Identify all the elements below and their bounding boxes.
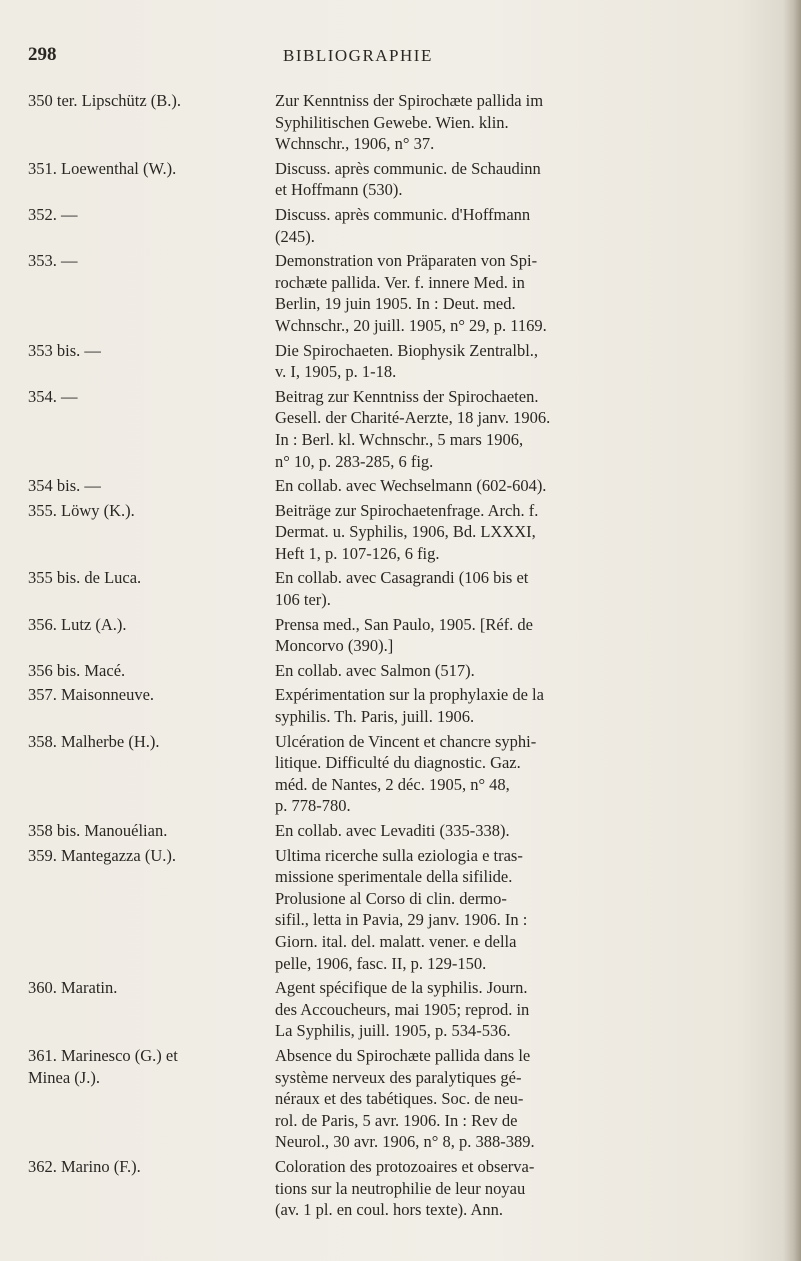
bibliography-entry — [28, 500, 760, 565]
reference-line: et Hoffmann (530). — [275, 180, 403, 200]
entry-author: 362. Marino (F.). — [28, 1156, 141, 1176]
entry-author: 352. — — [28, 204, 78, 224]
reference-line: méd. de Nantes, 2 déc. 1905, n° 48, — [275, 774, 510, 794]
reference-line: (av. 1 pl. en coul. hors texte). Ann. — [275, 1200, 504, 1220]
entry-reference — [275, 1156, 760, 1221]
entry-author: 356. Lutz (A.). — [28, 614, 127, 634]
entry-reference — [275, 500, 760, 565]
bibliography-entry — [28, 1045, 760, 1153]
reference-line: (245). — [275, 226, 315, 246]
reference-line: p. 778-780. — [275, 796, 351, 816]
bibliography-entry — [28, 614, 760, 657]
reference-line: tions sur la neutrophilie de leur noyau — [275, 1178, 526, 1198]
entry-reference — [275, 845, 760, 975]
reference-line: Demonstration von Präparaten von Spi- — [275, 251, 538, 271]
entry-reference — [275, 567, 760, 610]
entry-reference — [275, 386, 760, 472]
entry-author: 354. — — [28, 386, 78, 406]
reference-line: Gesell. der Charité-Aerzte, 18 janv. 1906. — [275, 408, 551, 428]
entry-reference — [275, 340, 760, 383]
reference-line: En collab. avec Levaditi (335-338). — [275, 821, 510, 840]
reference-line: Prensa med., San Paulo, 1905. [Réf. de — [275, 614, 533, 634]
entry-reference — [275, 660, 760, 682]
entry-reference — [275, 820, 760, 842]
reference-line: Expérimentation sur la prophylaxie de la — [275, 685, 544, 705]
reference-line: Berlin, 19 juin 1905. In : Deut. med. — [275, 294, 516, 314]
reference-line: Prolusione al Corso di clin. dermo- — [275, 888, 507, 908]
reference-line: Giorn. ital. del. malatt. vener. e della — [275, 931, 517, 951]
bibliography-entry — [28, 820, 760, 842]
reference-line: sifil., letta in Pavia, 29 janv. 1906. In : — [275, 910, 528, 930]
bibliography-entry — [28, 250, 760, 336]
entry-reference — [275, 90, 760, 155]
bibliography-entry — [28, 90, 760, 155]
entry-author: 351. Loewenthal (W.). — [28, 158, 177, 178]
bibliography-entry — [28, 386, 760, 472]
entry-author: 358. Malherbe (H.). — [28, 731, 160, 751]
bibliography-entry — [28, 660, 760, 682]
entry-reference — [275, 204, 760, 247]
reference-line: La Syphilis, juill. 1905, p. 534-536. — [275, 1021, 511, 1041]
entry-author: 358 bis. Manouélian. — [28, 821, 168, 840]
entry-reference — [275, 250, 760, 336]
reference-line: Ultima ricerche sulla eziologia e tras- — [275, 845, 523, 865]
reference-line: Beiträge zur Spirochaetenfrage. Arch. f. — [275, 500, 539, 520]
entry-author: 353. — — [28, 251, 78, 271]
entry-reference — [275, 614, 760, 657]
bibliography-entry — [28, 340, 760, 383]
bibliography-entry — [28, 204, 760, 247]
reference-line: Dermat. u. Syphilis, 1906, Bd. LXXXI, — [275, 522, 536, 542]
entry-reference — [275, 475, 760, 497]
entry-author: 357. Maisonneuve. — [28, 685, 155, 705]
entry-author: 356 bis. Macé. — [28, 660, 126, 680]
entry-author: 350 ter. Lipschütz (B.). — [28, 91, 182, 110]
entry-author: 355. Löwy (K.). — [28, 500, 135, 520]
entry-author: 361. Marinesco (G.) et Minea (J.). — [28, 1045, 178, 1087]
entry-author: 359. Mantegazza (U.). — [28, 845, 176, 865]
reference-line: Discuss. après communic. d'Hoffmann — [275, 204, 531, 224]
reference-line: En collab. avec Casagrandi (106 bis et — [275, 568, 529, 588]
entry-reference — [275, 731, 760, 817]
reference-line: des Accoucheurs, mai 1905; reprod. in — [275, 999, 530, 1019]
reference-line: pelle, 1906, fasc. II, p. 129-150. — [275, 953, 487, 973]
reference-line: n° 10, p. 283-285, 6 fig. — [275, 451, 434, 471]
reference-line: Beitrag zur Kenntniss der Spirochaeten. — [275, 386, 539, 406]
reference-line: v. I, 1905, p. 1-18. — [275, 362, 397, 382]
bibliography-entry — [28, 475, 760, 497]
page-edge-shadow — [783, 0, 801, 1261]
running-title: BIBLIOGRAPHIE — [283, 46, 433, 65]
reference-line: Absence du Spirochæte pallida dans le — [275, 1045, 531, 1065]
reference-line: missione sperimentale della sifilide. — [275, 867, 513, 887]
reference-line: Moncorvo (390).] — [275, 636, 394, 656]
reference-line: syphilis. Th. Paris, juill. 1906. — [275, 707, 475, 727]
bibliography-entry — [28, 567, 760, 610]
bibliography-entry — [28, 845, 760, 975]
entry-author: 355 bis. de Luca. — [28, 568, 142, 588]
reference-line: 106 ter). — [275, 590, 331, 610]
reference-line: En collab. avec Wechselmann (602-604). — [275, 476, 547, 496]
entry-author: 360. Maratin. — [28, 978, 118, 998]
entry-reference — [275, 158, 760, 201]
reference-line: In : Berl. kl. Wchnschr., 5 mars 1906, — [275, 429, 524, 449]
page-number: 298 — [28, 44, 57, 65]
reference-line: Syphilitischen Gewebe. Wien. klin. — [275, 112, 509, 132]
reference-line: litique. Difficulté du diagnostic. Gaz. — [275, 753, 521, 773]
reference-line: Ulcération de Vincent et chancre syphi- — [275, 731, 537, 751]
reference-line: Neurol., 30 avr. 1906, n° 8, p. 388-389. — [275, 1132, 535, 1152]
reference-line: rol. de Paris, 5 avr. 1906. In : Rev de — [275, 1110, 518, 1130]
reference-line: Wchnschr., 20 juill. 1905, n° 29, p. 1169. — [275, 315, 547, 335]
bibliography-entry — [28, 731, 760, 817]
reference-line: Heft 1, p. 107-126, 6 fig. — [275, 543, 440, 563]
entry-reference — [275, 977, 760, 1042]
bibliography-list — [28, 90, 760, 1224]
reference-line: Die Spirochaeten. Biophysik Zentralbl., — [275, 340, 539, 360]
reference-line: système nerveux des paralytiques gé- — [275, 1067, 522, 1087]
bibliography-entry — [28, 158, 760, 201]
entry-reference — [275, 684, 760, 727]
reference-line: Coloration des protozoaires et observa- — [275, 1156, 535, 1176]
bibliography-entry — [28, 1156, 760, 1221]
entry-reference — [275, 1045, 760, 1153]
reference-line: Wchnschr., 1906, n° 37. — [275, 134, 435, 154]
entry-author: 353 bis. — — [28, 340, 101, 360]
reference-line: Agent spécifique de la syphilis. Journ. — [275, 978, 528, 998]
bibliography-entry — [28, 977, 760, 1042]
bibliography-entry — [28, 684, 760, 727]
reference-line: Discuss. après communic. de Schaudinn — [275, 158, 541, 178]
reference-line: néraux et des tabétiques. Soc. de neu- — [275, 1089, 524, 1109]
reference-line: En collab. avec Salmon (517). — [275, 660, 475, 680]
reference-line: Zur Kenntniss der Spirochæte pallida im — [275, 91, 544, 110]
entry-author: 354 bis. — — [28, 476, 101, 496]
reference-line: rochæte pallida. Ver. f. innere Med. in — [275, 272, 525, 292]
page-header — [28, 44, 758, 68]
